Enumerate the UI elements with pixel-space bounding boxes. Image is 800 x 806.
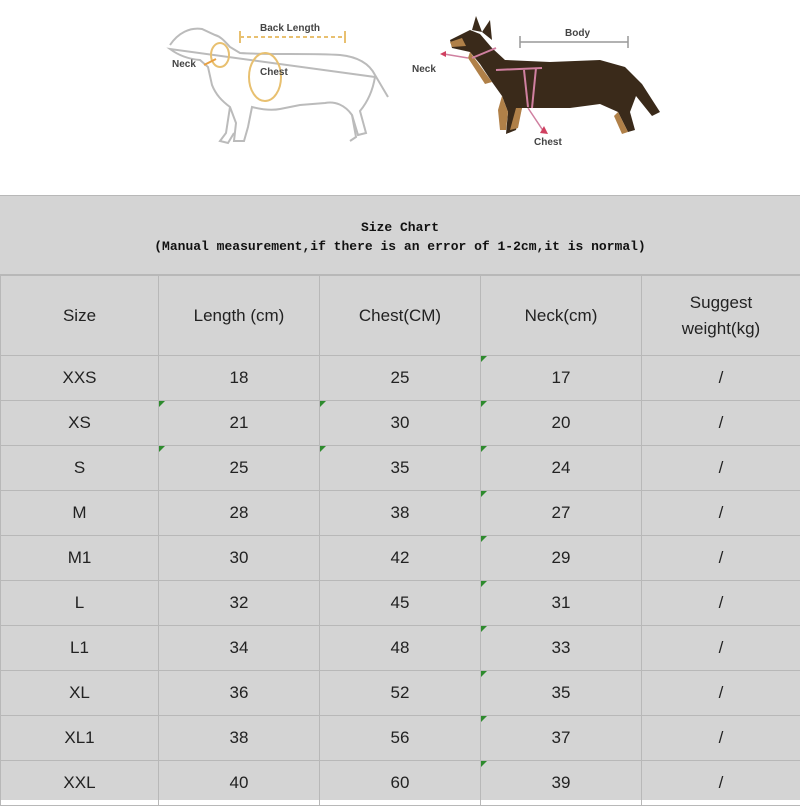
cell-length (159, 671, 320, 716)
cell-size (1, 671, 159, 716)
table-row (1, 761, 800, 806)
cell-text: 52 (391, 683, 410, 702)
cell-chest (320, 581, 481, 626)
header-row (1, 276, 800, 356)
cell-text: L (75, 593, 84, 612)
cell-size (1, 491, 159, 536)
cell-neck (481, 401, 642, 446)
cell-neck (481, 356, 642, 401)
cell-chest (320, 356, 481, 401)
chest-label-right: Chest (534, 137, 562, 148)
table-row (1, 356, 800, 401)
corner-marker (481, 401, 487, 407)
cell-length (159, 626, 320, 671)
title-line-1: Size Chart (0, 220, 800, 235)
cell-chest (320, 716, 481, 761)
cell-text: 29 (552, 548, 571, 567)
cell-text: 38 (391, 503, 410, 522)
cell-text: 48 (391, 638, 410, 657)
outline-dog-diagram (160, 15, 400, 155)
cell-weight (642, 671, 800, 716)
size-chart-title (0, 195, 800, 275)
neck-label-left: Neck (172, 59, 196, 70)
cell-text: 42 (391, 548, 410, 567)
cell-neck (481, 536, 642, 581)
cell-size (1, 581, 159, 626)
cell-text: 38 (230, 728, 249, 747)
cell-text: XS (68, 413, 91, 432)
cell-chest (320, 491, 481, 536)
cell-size (1, 626, 159, 671)
cell-text: 34 (230, 638, 249, 657)
title-line-2: (Manual measurement,if there is an error of 1-2cm,it is normal) (0, 239, 800, 254)
cell-text: 24 (552, 458, 571, 477)
table-row (1, 626, 800, 671)
cell-text: 35 (552, 683, 571, 702)
cell-chest (320, 536, 481, 581)
cell-text: 32 (230, 593, 249, 612)
cell-text: / (719, 593, 724, 612)
cell-size (1, 356, 159, 401)
cell-weight (642, 356, 800, 401)
corner-marker (481, 536, 487, 542)
cell-chest (320, 761, 481, 806)
cell-neck (481, 716, 642, 761)
cell-weight (642, 626, 800, 671)
cell-weight (642, 401, 800, 446)
cell-text: / (719, 413, 724, 432)
cell-text: / (719, 683, 724, 702)
neck-label-right: Neck (412, 64, 436, 75)
cell-chest (320, 671, 481, 716)
cell-length (159, 446, 320, 491)
size-table (0, 275, 800, 806)
cell-text: 18 (230, 368, 249, 387)
cell-text: 25 (230, 458, 249, 477)
cell-chest (320, 401, 481, 446)
cell-text: 56 (391, 728, 410, 747)
cell-weight (642, 581, 800, 626)
cell-text: 20 (552, 413, 571, 432)
cell-text: L1 (70, 638, 89, 657)
table-row (1, 536, 800, 581)
back-length-label: Back Length (260, 23, 320, 34)
header-neck: Neck(cm) (481, 276, 642, 356)
cell-chest (320, 626, 481, 671)
cell-text: XXS (62, 368, 96, 387)
cell-text: XXL (63, 773, 95, 792)
cell-text: 31 (552, 593, 571, 612)
cell-text: 39 (552, 773, 571, 792)
cell-text: XL (69, 683, 90, 702)
header-size: Size (1, 276, 159, 356)
cell-neck (481, 581, 642, 626)
cell-text: 45 (391, 593, 410, 612)
cell-text: 35 (391, 458, 410, 477)
cell-length (159, 401, 320, 446)
corner-marker (481, 491, 487, 497)
cell-text: 37 (552, 728, 571, 747)
cell-text: 27 (552, 503, 571, 522)
cell-text: / (719, 503, 724, 522)
cell-text: / (719, 548, 724, 567)
cell-size (1, 716, 159, 761)
table-row (1, 581, 800, 626)
cell-weight (642, 536, 800, 581)
cell-size (1, 761, 159, 806)
cell-text: M (72, 503, 86, 522)
cell-text: / (719, 458, 724, 477)
cell-size (1, 401, 159, 446)
chest-label-left: Chest (260, 67, 288, 78)
table-row (1, 401, 800, 446)
cell-text: 28 (230, 503, 249, 522)
cell-length (159, 581, 320, 626)
corner-marker (481, 446, 487, 452)
cell-neck (481, 761, 642, 806)
cell-length (159, 716, 320, 761)
corner-marker (481, 761, 487, 767)
cell-text: / (719, 368, 724, 387)
corner-marker (320, 446, 326, 452)
cell-text: / (719, 638, 724, 657)
table-row (1, 446, 800, 491)
cell-neck (481, 491, 642, 536)
cell-length (159, 491, 320, 536)
corner-marker (481, 626, 487, 632)
cell-neck (481, 446, 642, 491)
measurement-diagrams (0, 0, 800, 195)
corner-marker (481, 716, 487, 722)
corner-marker (320, 401, 326, 407)
cell-weight (642, 716, 800, 761)
table-row (1, 716, 800, 761)
cell-text: S (74, 458, 85, 477)
cell-neck (481, 626, 642, 671)
cell-size (1, 446, 159, 491)
cell-text: 60 (391, 773, 410, 792)
cell-text: 30 (391, 413, 410, 432)
cell-text: / (719, 728, 724, 747)
cell-weight (642, 446, 800, 491)
cell-weight (642, 491, 800, 536)
header-length: Length (cm) (159, 276, 320, 356)
table-row (1, 491, 800, 536)
corner-marker (481, 581, 487, 587)
header-chest: Chest(CM) (320, 276, 481, 356)
cell-text: 21 (230, 413, 249, 432)
cell-text: 17 (552, 368, 571, 387)
cell-text: 36 (230, 683, 249, 702)
cell-chest (320, 446, 481, 491)
header-weight: Suggest weight(kg) (642, 276, 800, 356)
corner-marker (481, 671, 487, 677)
cell-length (159, 536, 320, 581)
cell-text: XL1 (64, 728, 94, 747)
corner-marker (159, 401, 165, 407)
size-chart (0, 195, 800, 800)
cell-length (159, 356, 320, 401)
photo-dog-diagram (410, 12, 670, 162)
cell-weight (642, 761, 800, 806)
table-row (1, 671, 800, 716)
body-label: Body (565, 28, 590, 39)
cell-text: 40 (230, 773, 249, 792)
corner-marker (159, 446, 165, 452)
cell-text: 25 (391, 368, 410, 387)
cell-neck (481, 671, 642, 716)
cell-text: M1 (68, 548, 92, 567)
cell-size (1, 536, 159, 581)
corner-marker (481, 356, 487, 362)
cell-length (159, 761, 320, 806)
cell-text: / (719, 773, 724, 792)
cell-text: 33 (552, 638, 571, 657)
cell-text: 30 (230, 548, 249, 567)
